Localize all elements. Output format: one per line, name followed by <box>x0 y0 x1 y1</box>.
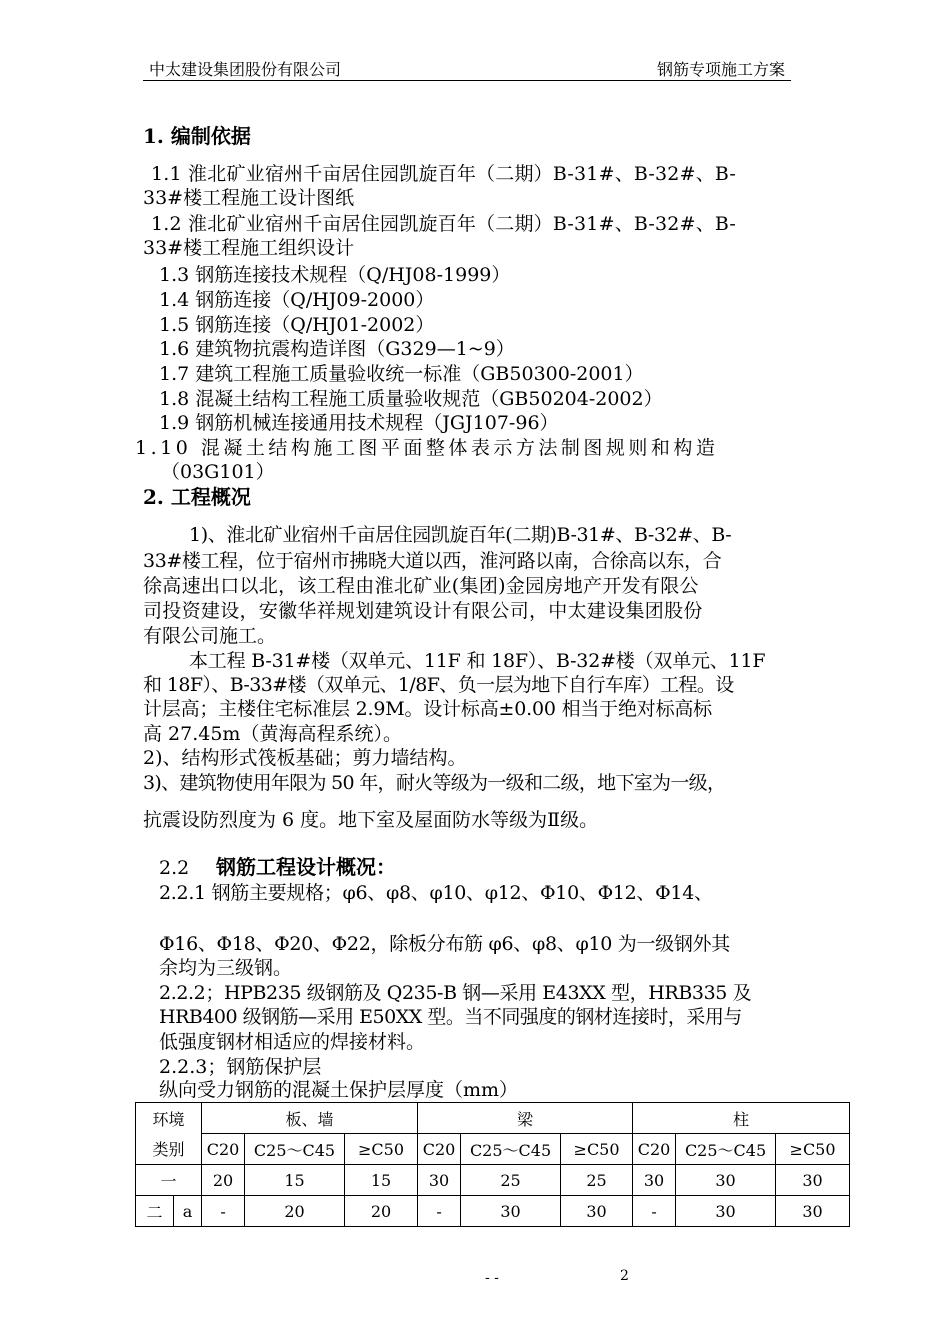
overview-line: 本工程 B-31#楼（双单元、11F 和 18F）、B-32#楼（双单元、11F <box>189 650 766 672</box>
basis-item: 1.10 混凝土结构施工图平面整体表示方法制图规则和构造 <box>135 437 719 459</box>
table-cell: 30 <box>561 1196 633 1227</box>
table-cell: 15 <box>245 1165 345 1196</box>
table-cell: - <box>633 1196 676 1227</box>
table-cell: 25 <box>461 1165 561 1196</box>
overview-line: 司投资建设，安徽华祥规划建筑设计有限公司，中太建设集团股份 <box>143 600 703 622</box>
table-cell: 20 <box>202 1165 245 1196</box>
basis-item: 1.7 建筑工程施工质量验收统一标准（GB50300-2001） <box>159 363 644 385</box>
overview-line: 抗震设防烈度为 6 度。地下室及屋面防水等级为Ⅱ级。 <box>143 809 599 831</box>
basis-item: 33#楼工程施工设计图纸 <box>143 187 355 209</box>
table-group-header: 梁 <box>418 1103 633 1134</box>
table-cell: 30 <box>776 1165 850 1196</box>
overview-line: 2)、结构形式筏板基础；剪力墙结构。 <box>143 747 467 769</box>
section2-title: 2. 工程概况 <box>143 485 251 509</box>
header-doc-title: 钢筋专项施工方案 <box>656 60 785 79</box>
section1-title: 1. 编制依据 <box>143 124 251 148</box>
rebar-line: HRB400 级钢筋—采用 E50XX 型。当不同强度的钢材连接时，采用与 <box>159 1006 742 1028</box>
table-cell: 30 <box>461 1196 561 1227</box>
table-sub-header: ≥C50 <box>776 1134 850 1165</box>
table-sub-header: C25～C45 <box>676 1134 776 1165</box>
basis-item: 1.2 淮北矿业宿州千亩居住园凯旋百年（二期）B-31#、B-32#、B- <box>151 213 737 235</box>
overview-line: 1)、淮北矿业宿州千亩居住园凯旋百年(二期)B-31#、B-32#、B- <box>189 524 732 546</box>
page-header <box>143 54 791 81</box>
table-row <box>136 1165 850 1196</box>
table-group-header: 板、墙 <box>202 1103 418 1134</box>
rebar-line: 2.2.3；钢筋保护层 <box>159 1056 322 1078</box>
basis-item: 1.1 淮北矿业宿州千亩居住园凯旋百年（二期）B-31#、B-32#、B- <box>151 163 737 185</box>
section22-number: 2.2 <box>159 857 190 879</box>
table-sub-header: ≥C50 <box>561 1134 633 1165</box>
table-row <box>136 1196 850 1227</box>
rebar-line: 余均为三级钢。 <box>159 957 293 979</box>
table-sub-header: ≥C50 <box>345 1134 418 1165</box>
basis-item: （03G101） <box>161 461 275 483</box>
table-sub-header: C20 <box>202 1134 245 1165</box>
basis-item: 1.3 钢筋连接技术规程（Q/HJ08-1999） <box>159 264 511 286</box>
table-row-category: 一 <box>136 1165 202 1196</box>
table-env-bottom: 类别 <box>136 1134 202 1165</box>
table-cell: 30 <box>418 1165 461 1196</box>
table-cell: 30 <box>676 1196 776 1227</box>
rebar-line: 低强度钢材相适应的焊接材料。 <box>159 1031 426 1053</box>
table-cell: 30 <box>776 1196 850 1227</box>
page-number: 2 <box>620 1268 629 1284</box>
table-env-top: 环境 <box>136 1103 202 1134</box>
overview-line: 徐高速出口以北，该工程由淮北矿业(集团)金园房地产开发有限公 <box>143 575 699 597</box>
rebar-line: Φ16、Φ18、Φ20、Φ22，除板分布筋 φ6、φ8、φ10 为一级钢外其 <box>159 933 730 955</box>
basis-item: 1.6 建筑物抗震构造详图（G329—1~9） <box>159 338 515 360</box>
overview-line: 有限公司施工。 <box>143 625 277 647</box>
table-sub-header: C25～C45 <box>461 1134 561 1165</box>
table-cell: 30 <box>633 1165 676 1196</box>
basis-item: 1.4 钢筋连接（Q/HJ09-2000） <box>159 289 435 311</box>
table-sub-header: C25～C45 <box>245 1134 345 1165</box>
table-cell: 15 <box>345 1165 418 1196</box>
table-row-category: 二 <box>136 1196 174 1227</box>
basis-item: 1.5 钢筋连接（Q/HJ01-2002） <box>159 314 435 336</box>
table-group-header: 柱 <box>633 1103 850 1134</box>
table-cell: - <box>418 1196 461 1227</box>
table-cell: 30 <box>676 1165 776 1196</box>
basis-item: 1.8 混凝土结构工程施工质量验收规范（GB50204-2002） <box>159 388 663 410</box>
rebar-line: 2.2.2；HPB235 级钢筋及 Q235-B 钢—采用 E43XX 型，HRB335 及 <box>159 982 752 1004</box>
footer-dash: - - <box>485 1270 499 1286</box>
table-cell: - <box>202 1196 245 1227</box>
table-sub-header: C20 <box>633 1134 676 1165</box>
cover-thickness-table <box>135 1102 850 1227</box>
table-caption: 纵向受力钢筋的混凝土保护层厚度（mm） <box>159 1079 519 1101</box>
overview-line: 高 27.45m（黄海高程系统）。 <box>143 723 402 745</box>
table-cell: 20 <box>245 1196 345 1227</box>
table-row-subcategory: a <box>174 1196 202 1227</box>
overview-line: 3)、建筑物使用年限为 50 年，耐火等级为一级和二级，地下室为一级， <box>143 772 726 794</box>
rebar-line: 2.2.1 钢筋主要规格；φ6、φ8、φ10、φ12、Φ10、Φ12、Φ14、 <box>159 882 713 904</box>
basis-item: 33#楼工程施工组织设计 <box>143 237 355 259</box>
table-sub-header: C20 <box>418 1134 461 1165</box>
section22-title: 钢筋工程设计概况： <box>216 855 396 879</box>
header-company: 中太建设集团股份有限公司 <box>149 60 342 79</box>
basis-item: 1.9 钢筋机械连接通用技术规程（JGJ107-96） <box>159 412 559 434</box>
overview-line: 计层高；主楼住宅标准层 2.9M。设计标高±0.00 相当于绝对标高标 <box>143 698 712 720</box>
table-cell: 25 <box>561 1165 633 1196</box>
overview-line: 33#楼工程，位于宿州市拂晓大道以西，淮河路以南，合徐高以东，合 <box>143 550 722 572</box>
table-cell: 20 <box>345 1196 418 1227</box>
overview-line: 和 18F）、B-33#楼（双单元、1/8F、负一层为地下自行车库）工程。设 <box>143 674 734 696</box>
